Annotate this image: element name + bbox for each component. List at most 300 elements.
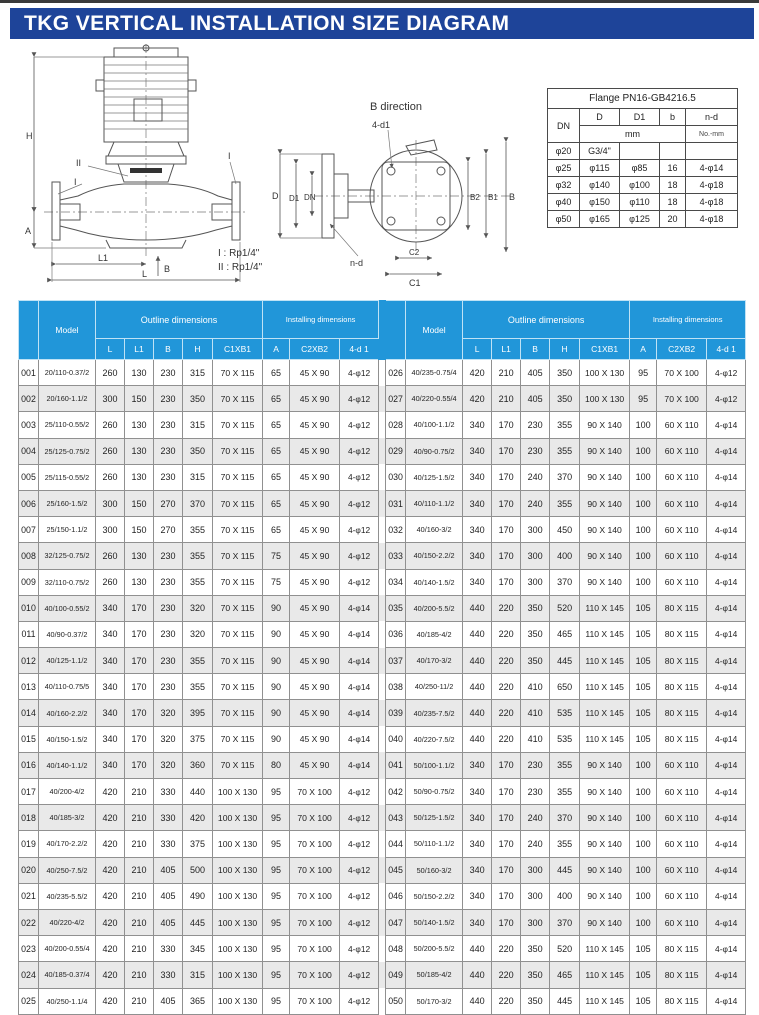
value-cell: 315: [183, 464, 213, 490]
model-cell: 25/125-0.75/2: [39, 438, 96, 464]
value-cell: 210: [125, 831, 154, 857]
value-cell: 035: [386, 595, 406, 621]
value-cell: 445: [550, 988, 580, 1014]
value-cell: 45 X 90: [290, 595, 340, 621]
value-cell: 100 X 130: [213, 988, 263, 1014]
value-cell: 021: [19, 883, 39, 909]
value-cell: 100: [630, 569, 657, 595]
table-row: [19, 490, 746, 516]
value-cell: 95: [263, 831, 290, 857]
port-callout-ii: II: [76, 158, 82, 168]
value-cell: 80 X 115: [657, 621, 707, 647]
value-cell: 60 X 110: [657, 569, 707, 595]
value-cell: 445: [550, 857, 580, 883]
value-cell: 355: [550, 490, 580, 516]
value-cell: 240: [521, 805, 550, 831]
value-cell: 340: [96, 700, 125, 726]
value-cell: 4-φ14: [707, 412, 746, 438]
table-gap: [379, 936, 386, 962]
value-cell: 170: [492, 857, 521, 883]
port-callout-i-left: I: [74, 177, 77, 187]
table-row: [19, 857, 746, 883]
value-cell: 040: [386, 726, 406, 752]
value-cell: 80 X 115: [657, 726, 707, 752]
value-cell: 041: [386, 752, 406, 778]
value-cell: 375: [183, 831, 213, 857]
model-cell: 50/150-2.2/2: [406, 883, 463, 909]
model-cell: 40/220-4/2: [39, 909, 96, 935]
model-cell: 40/100-1.1/2: [406, 412, 463, 438]
model-cell: 50/200-5.5/2: [406, 936, 463, 962]
value-cell: 70 X 100: [290, 779, 340, 805]
value-cell: 220: [492, 595, 521, 621]
value-cell: 4-φ14: [707, 779, 746, 805]
value-cell: 014: [19, 700, 39, 726]
value-cell: 100: [630, 805, 657, 831]
flange-cell: φ165: [580, 211, 620, 228]
table-gap: [379, 648, 386, 674]
flange-cell: φ100: [620, 177, 660, 194]
table-row: [19, 700, 746, 726]
value-cell: 4-φ14: [707, 857, 746, 883]
value-cell: 440: [463, 648, 492, 674]
size-table-container: [18, 300, 746, 1015]
model-cell: 50/160-3/2: [406, 857, 463, 883]
value-cell: 4-φ14: [707, 726, 746, 752]
value-cell: 70 X 115: [213, 700, 263, 726]
value-cell: 300: [521, 857, 550, 883]
value-cell: 420: [96, 962, 125, 988]
value-cell: 330: [154, 831, 183, 857]
value-cell: 110 X 145: [580, 648, 630, 674]
value-cell: 90 X 140: [580, 464, 630, 490]
value-cell: 95: [630, 386, 657, 412]
value-cell: 45 X 90: [290, 700, 340, 726]
value-cell: 105: [630, 936, 657, 962]
value-cell: 70 X 100: [290, 831, 340, 857]
value-cell: 019: [19, 831, 39, 857]
table-gap: [379, 412, 386, 438]
table-gap: [379, 831, 386, 857]
value-cell: 100: [630, 438, 657, 464]
value-cell: 45 X 90: [290, 752, 340, 778]
value-cell: 100 X 130: [213, 883, 263, 909]
value-cell: 013: [19, 674, 39, 700]
value-cell: 340: [96, 648, 125, 674]
value-cell: 60 X 110: [657, 909, 707, 935]
header-model-left: Model: [39, 301, 96, 360]
value-cell: 90 X 140: [580, 490, 630, 516]
model-cell: 40/160-3/2: [406, 517, 463, 543]
value-cell: 60 X 110: [657, 412, 707, 438]
page-title: TKG VERTICAL INSTALLATION SIZE DIAGRAM: [10, 8, 754, 39]
table-gap: [379, 569, 386, 595]
model-cell: 50/140-1.5/2: [406, 909, 463, 935]
value-cell: 440: [463, 726, 492, 752]
table-gap: [379, 700, 386, 726]
value-cell: 80 X 115: [657, 595, 707, 621]
flange-cell: φ32: [548, 177, 580, 194]
value-cell: 105: [630, 674, 657, 700]
value-cell: 420: [96, 831, 125, 857]
b-direction-title: B direction: [370, 101, 422, 113]
value-cell: 230: [154, 464, 183, 490]
value-cell: 70 X 100: [290, 857, 340, 883]
value-cell: 70 X 115: [213, 648, 263, 674]
value-cell: 45 X 90: [290, 569, 340, 595]
value-cell: 220: [492, 726, 521, 752]
value-cell: 230: [154, 438, 183, 464]
value-cell: 170: [492, 909, 521, 935]
value-cell: 70 X 100: [290, 883, 340, 909]
value-cell: 170: [125, 700, 154, 726]
value-cell: 520: [550, 936, 580, 962]
flange-cell: φ140: [580, 177, 620, 194]
table-row: [19, 517, 746, 543]
value-cell: 520: [550, 595, 580, 621]
value-cell: 230: [521, 752, 550, 778]
value-cell: 340: [463, 490, 492, 516]
value-cell: 440: [183, 779, 213, 805]
value-cell: 90: [263, 621, 290, 647]
value-cell: 016: [19, 752, 39, 778]
value-cell: 60 X 110: [657, 464, 707, 490]
value-cell: 405: [154, 909, 183, 935]
value-cell: 90 X 140: [580, 831, 630, 857]
value-cell: 405: [521, 360, 550, 386]
flange-row: [548, 177, 738, 194]
value-cell: 001: [19, 360, 39, 386]
value-cell: 535: [550, 726, 580, 752]
value-cell: 80 X 115: [657, 988, 707, 1014]
header-model-right: Model: [406, 301, 463, 360]
header-h-right: H: [550, 339, 580, 360]
value-cell: 220: [492, 700, 521, 726]
flange-cell: [620, 143, 660, 160]
value-cell: 4-φ14: [707, 936, 746, 962]
value-cell: 340: [463, 857, 492, 883]
value-cell: 210: [125, 805, 154, 831]
value-cell: 95: [263, 988, 290, 1014]
value-cell: 90 X 140: [580, 779, 630, 805]
value-cell: 009: [19, 569, 39, 595]
value-cell: 038: [386, 674, 406, 700]
value-cell: 230: [521, 412, 550, 438]
model-cell: 40/200-0.55/4: [39, 936, 96, 962]
table-gap: [379, 360, 386, 386]
header-4d1-right: 4-d 1: [707, 339, 746, 360]
dim-label-dn: DN: [304, 193, 316, 202]
model-cell: 40/185-3/2: [39, 805, 96, 831]
flange-cell: 16: [660, 160, 686, 177]
value-cell: 45 X 90: [290, 726, 340, 752]
value-cell: 047: [386, 909, 406, 935]
value-cell: 420: [96, 988, 125, 1014]
value-cell: 003: [19, 412, 39, 438]
value-cell: 300: [521, 909, 550, 935]
value-cell: 410: [521, 726, 550, 752]
table-gap: [379, 779, 386, 805]
value-cell: 535: [550, 700, 580, 726]
value-cell: 4-φ12: [340, 490, 379, 516]
model-cell: 40/220-0.55/4: [406, 386, 463, 412]
model-cell: 25/110-0.55/2: [39, 412, 96, 438]
value-cell: 260: [96, 438, 125, 464]
value-cell: 410: [521, 674, 550, 700]
value-cell: 420: [463, 386, 492, 412]
value-cell: 340: [463, 805, 492, 831]
value-cell: 4-φ12: [707, 386, 746, 412]
value-cell: 45 X 90: [290, 517, 340, 543]
value-cell: 80: [263, 752, 290, 778]
flange-cell: [660, 143, 686, 160]
table-gap: [379, 464, 386, 490]
model-cell: 40/220-7.5/2: [406, 726, 463, 752]
value-cell: 4-φ12: [340, 857, 379, 883]
value-cell: 410: [521, 700, 550, 726]
value-cell: 170: [125, 621, 154, 647]
value-cell: 4-φ14: [340, 726, 379, 752]
value-cell: 015: [19, 726, 39, 752]
value-cell: 65: [263, 360, 290, 386]
value-cell: 70 X 115: [213, 674, 263, 700]
table-gap: [379, 962, 386, 988]
table-gap: [379, 857, 386, 883]
table-gap: [379, 909, 386, 935]
value-cell: 045: [386, 857, 406, 883]
table-gap: [379, 674, 386, 700]
value-cell: 4-φ12: [340, 386, 379, 412]
value-cell: 100: [630, 752, 657, 778]
value-cell: 445: [550, 648, 580, 674]
header-l-right: L: [463, 339, 492, 360]
value-cell: 95: [263, 962, 290, 988]
value-cell: 45 X 90: [290, 543, 340, 569]
value-cell: 105: [630, 595, 657, 621]
value-cell: 330: [154, 805, 183, 831]
value-cell: 350: [521, 936, 550, 962]
value-cell: 100 X 130: [580, 360, 630, 386]
table-row: [19, 360, 746, 386]
header-l1-right: L1: [492, 339, 521, 360]
model-cell: 40/150-1.5/2: [39, 726, 96, 752]
value-cell: 4-φ14: [707, 648, 746, 674]
value-cell: 320: [154, 700, 183, 726]
value-cell: 4-φ14: [340, 648, 379, 674]
value-cell: 500: [183, 857, 213, 883]
value-cell: 230: [154, 648, 183, 674]
value-cell: 440: [463, 674, 492, 700]
header-b-right: B: [521, 339, 550, 360]
value-cell: 100: [630, 909, 657, 935]
value-cell: 405: [521, 386, 550, 412]
table-gap: [379, 438, 386, 464]
value-cell: 355: [550, 412, 580, 438]
value-cell: 044: [386, 831, 406, 857]
model-cell: 40/170-2.2/2: [39, 831, 96, 857]
value-cell: 395: [183, 700, 213, 726]
value-cell: 45 X 90: [290, 674, 340, 700]
flange-cell: φ110: [620, 194, 660, 211]
value-cell: 100 X 130: [213, 831, 263, 857]
value-cell: 100 X 130: [213, 962, 263, 988]
value-cell: 45 X 90: [290, 621, 340, 647]
value-cell: 170: [492, 883, 521, 909]
value-cell: 350: [183, 438, 213, 464]
value-cell: 170: [125, 752, 154, 778]
value-cell: 420: [96, 909, 125, 935]
value-cell: 300: [96, 386, 125, 412]
value-cell: 105: [630, 648, 657, 674]
value-cell: 170: [125, 595, 154, 621]
model-cell: 32/125-0.75/2: [39, 543, 96, 569]
value-cell: 230: [154, 386, 183, 412]
model-cell: 40/185-0.37/4: [39, 962, 96, 988]
value-cell: 340: [463, 752, 492, 778]
model-cell: 40/235-5.5/2: [39, 883, 96, 909]
flange-row: [548, 160, 738, 177]
header-c2xb2-left: C2XB2: [290, 339, 340, 360]
model-cell: 50/170-3/2: [406, 988, 463, 1014]
value-cell: 043: [386, 805, 406, 831]
value-cell: 170: [492, 412, 521, 438]
model-cell: 40/140-1.5/2: [406, 569, 463, 595]
value-cell: 440: [463, 621, 492, 647]
value-cell: 4-φ14: [707, 674, 746, 700]
value-cell: 70 X 100: [290, 805, 340, 831]
value-cell: 4-φ14: [340, 700, 379, 726]
value-cell: 011: [19, 621, 39, 647]
value-cell: 70 X 100: [290, 936, 340, 962]
value-cell: 220: [492, 674, 521, 700]
value-cell: 010: [19, 595, 39, 621]
value-cell: 405: [154, 988, 183, 1014]
table-row: [19, 595, 746, 621]
value-cell: 150: [125, 517, 154, 543]
value-cell: 170: [492, 752, 521, 778]
header-a-right: A: [630, 339, 657, 360]
value-cell: 031: [386, 490, 406, 516]
value-cell: 300: [96, 490, 125, 516]
value-cell: 355: [550, 438, 580, 464]
flange-cell: φ40: [548, 194, 580, 211]
value-cell: 65: [263, 438, 290, 464]
value-cell: 315: [183, 360, 213, 386]
dim-label-a: A: [25, 226, 32, 236]
b-direction-diagram: [266, 96, 531, 291]
flange-cell: 4-φ18: [686, 177, 738, 194]
value-cell: 002: [19, 386, 39, 412]
value-cell: 100: [630, 490, 657, 516]
value-cell: 4-φ14: [707, 543, 746, 569]
value-cell: 90 X 140: [580, 412, 630, 438]
value-cell: 4-φ14: [707, 490, 746, 516]
bolt-callout-nd: n-d: [350, 258, 364, 268]
value-cell: 230: [154, 595, 183, 621]
value-cell: 020: [19, 857, 39, 883]
value-cell: 355: [183, 648, 213, 674]
table-row: [19, 962, 746, 988]
bolt-callout-4d1: 4-d1: [372, 120, 391, 130]
value-cell: 70 X 115: [213, 569, 263, 595]
value-cell: 110 X 145: [580, 700, 630, 726]
value-cell: 420: [183, 805, 213, 831]
table-row: [19, 988, 746, 1014]
value-cell: 45 X 90: [290, 464, 340, 490]
value-cell: 60 X 110: [657, 805, 707, 831]
value-cell: 100: [630, 543, 657, 569]
dim-label-d: D: [272, 191, 279, 201]
value-cell: 210: [125, 988, 154, 1014]
value-cell: 100 X 130: [213, 909, 263, 935]
value-cell: 90: [263, 700, 290, 726]
value-cell: 210: [125, 936, 154, 962]
value-cell: 350: [521, 962, 550, 988]
value-cell: 350: [550, 360, 580, 386]
value-cell: 350: [183, 386, 213, 412]
table-row: [19, 674, 746, 700]
model-cell: 40/235-7.5/2: [406, 700, 463, 726]
value-cell: 130: [125, 438, 154, 464]
port-callout-i-right: I: [228, 151, 231, 161]
value-cell: 4-φ14: [340, 674, 379, 700]
value-cell: 260: [96, 412, 125, 438]
value-cell: 60 X 110: [657, 883, 707, 909]
value-cell: 95: [263, 936, 290, 962]
value-cell: 340: [463, 464, 492, 490]
value-cell: 370: [550, 909, 580, 935]
value-cell: 026: [386, 360, 406, 386]
value-cell: 100 X 130: [580, 386, 630, 412]
value-cell: 45 X 90: [290, 648, 340, 674]
value-cell: 60 X 110: [657, 752, 707, 778]
value-cell: 315: [183, 962, 213, 988]
table-gap: [379, 988, 386, 1014]
value-cell: 440: [463, 595, 492, 621]
model-cell: 25/160-1.5/2: [39, 490, 96, 516]
value-cell: 60 X 110: [657, 490, 707, 516]
value-cell: 110 X 145: [580, 936, 630, 962]
value-cell: 95: [263, 883, 290, 909]
value-cell: 100: [630, 857, 657, 883]
value-cell: 048: [386, 936, 406, 962]
value-cell: 100: [630, 779, 657, 805]
value-cell: 4-φ12: [340, 883, 379, 909]
value-cell: 70 X 115: [213, 386, 263, 412]
value-cell: 105: [630, 700, 657, 726]
value-cell: 230: [154, 674, 183, 700]
value-cell: 034: [386, 569, 406, 595]
value-cell: 006: [19, 490, 39, 516]
value-cell: 420: [96, 779, 125, 805]
value-cell: 420: [96, 857, 125, 883]
value-cell: 95: [263, 805, 290, 831]
header-index-right: [386, 301, 406, 360]
value-cell: 230: [521, 779, 550, 805]
model-cell: 40/110-0.75/5: [39, 674, 96, 700]
value-cell: 70 X 100: [657, 386, 707, 412]
value-cell: 650: [550, 674, 580, 700]
value-cell: 170: [492, 805, 521, 831]
value-cell: 420: [96, 805, 125, 831]
table-row: [19, 936, 746, 962]
value-cell: 70 X 115: [213, 517, 263, 543]
value-cell: 370: [550, 464, 580, 490]
model-cell: 40/200-5.5/2: [406, 595, 463, 621]
value-cell: 100 X 130: [213, 779, 263, 805]
flange-unit-nd: No.-mm: [686, 126, 738, 143]
header-index-left: [19, 301, 39, 360]
